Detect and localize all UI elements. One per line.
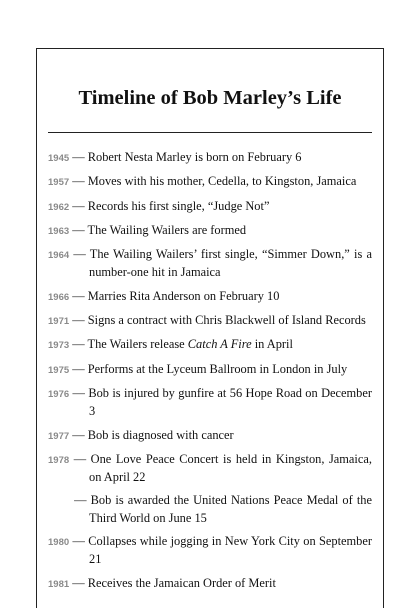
entry-year: 1981 <box>48 578 70 590</box>
entry-text: Bob is diagnosed with cancer <box>87 427 234 442</box>
entry-year: 1978 <box>48 454 70 466</box>
timeline-entry <box>48 451 372 487</box>
timeline-entry <box>48 149 372 167</box>
entry-text: One Love Peace Concert is held in Kingston, Jamaica, on April 22 <box>89 451 372 485</box>
entry-dash: — <box>72 534 85 549</box>
entry-dash: — <box>72 222 85 237</box>
entry-text: Bob is awarded the United Nations Peace Medal of the Third World on June 15 <box>89 493 372 525</box>
timeline-entry <box>48 198 372 216</box>
entry-text: Performs at the Lyceum Ballroom in London in July <box>87 361 348 376</box>
entry-dash: — <box>72 313 85 328</box>
timeline-entry <box>48 361 372 379</box>
entry-dash: — <box>72 174 85 189</box>
entry-year: 1945 <box>48 153 70 164</box>
entry-text: Records his first single, “Judge Not” <box>87 198 270 213</box>
timeline-entry <box>48 222 372 240</box>
entry-dash: — <box>72 288 85 303</box>
entry-year: 1966 <box>48 291 70 303</box>
entry-text: The Wailing Wailers’ first single, “Simmer Down,” is a number-one hit in Jamaica <box>89 247 372 280</box>
page-title: Timeline of Bob Marley’s Life <box>78 87 342 109</box>
entry-dash: — <box>73 451 87 466</box>
entry-dash: — <box>72 575 85 590</box>
entry-year: 1976 <box>48 388 70 400</box>
entry-text-after: in April <box>254 337 293 352</box>
entry-year: 1957 <box>48 177 70 189</box>
entry-year: 1973 <box>48 340 70 352</box>
timeline-entry <box>48 288 372 306</box>
entry-dash: — <box>72 150 85 164</box>
timeline-entry <box>48 492 372 527</box>
timeline-entry <box>48 312 372 330</box>
timeline-entry <box>48 173 372 191</box>
timeline-list <box>48 149 372 599</box>
entry-year: 1964 <box>48 250 70 262</box>
entry-year: 1971 <box>48 316 70 328</box>
entry-dash: — <box>73 247 86 262</box>
title-divider <box>48 132 372 133</box>
entry-text: Bob is injured by gunfire at 56 Hope Road on December 3 <box>88 385 372 419</box>
entry-text-before: The Wailers release <box>87 337 185 352</box>
entry-text: Collapses while jogging in New York City on September 21 <box>88 534 372 567</box>
timeline-entry <box>48 385 372 421</box>
entry-year: 1977 <box>48 430 70 442</box>
entry-year: 1980 <box>48 537 70 549</box>
timeline-entry <box>48 427 372 445</box>
entry-year: 1975 <box>48 364 70 376</box>
entry-year: 1962 <box>48 201 70 213</box>
entry-text: The Wailing Wailers are formed <box>87 222 247 237</box>
timeline-entry <box>48 336 372 354</box>
entry-dash: — <box>74 493 87 508</box>
entry-text: Receives the Jamaican Order of Merit <box>87 575 276 590</box>
entry-text: Moves with his mother, Cedella, to Kingston, Jamaica <box>87 174 357 189</box>
entry-dash: — <box>72 385 85 400</box>
entry-text: Marries Rita Anderson on February 10 <box>87 288 280 303</box>
entry-dash: — <box>72 337 85 352</box>
entry-dash: — <box>72 427 85 442</box>
entry-text: Signs a contract with Chris Blackwell of Island Records <box>87 313 366 328</box>
entry-text: Robert Nesta Marley is born on February 6 <box>87 150 302 164</box>
entry-year: 1963 <box>48 225 70 237</box>
page-frame <box>36 48 384 608</box>
timeline-entry <box>48 533 372 569</box>
entry-dash: — <box>72 198 85 213</box>
album-title: Catch A Fire <box>187 337 252 352</box>
timeline-entry <box>48 246 372 282</box>
entry-dash: — <box>72 361 85 376</box>
timeline-entry <box>48 575 372 593</box>
